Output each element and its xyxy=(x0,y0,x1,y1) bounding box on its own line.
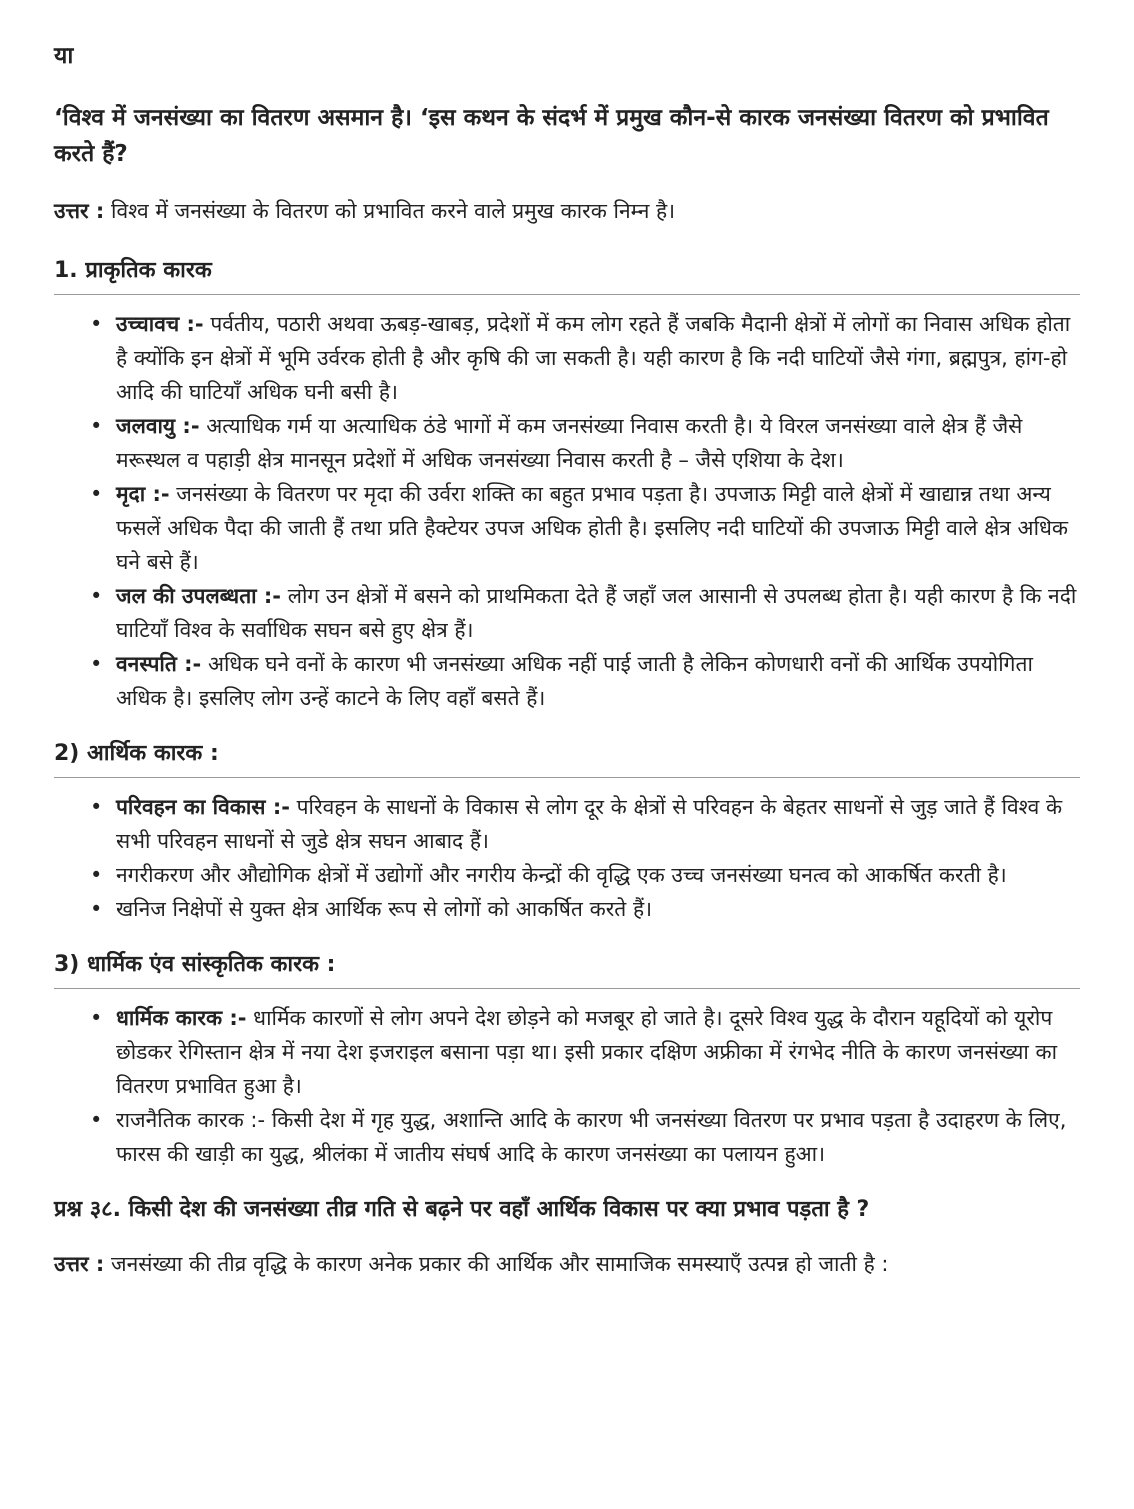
item-text: परिवहन के साधनों के विकास से लोग दूर के क्षेत्रों से परिवहन के बेहतर साधनों से जुड़ जाते हैं विश्व के सभी परिवहन साधनों से जुडे क्षेत्र सघन आबाद हैं। xyxy=(116,795,1063,853)
item-term: वनस्पति :- xyxy=(116,652,202,676)
item-term: मृदा :- xyxy=(116,482,170,506)
or-label: या xyxy=(54,43,74,69)
bullet-icon: • xyxy=(90,652,103,676)
item-text: पर्वतीय, पठारी अथवा ऊबड़-खाबड़, प्रदेशों में कम लोग रहते हैं जबकि मैदानी क्षेत्रों में लोगों का निवास अधिक होता है क्योंकि इन क्षेत्रों में भूमि उर्वरक होती है और कृषि की जा सकती है। यही कारण है कि नदी घाटियों जैसे गंगा, ब्रह्मपुत्र, हांग-हो आदि की घाटियाँ अधिक घनी बसी है। xyxy=(116,312,1071,404)
answer-text: विश्व में जनसंख्या के वितरण को प्रभावित करने वाले प्रमुख कारक निम्न है। xyxy=(104,199,676,223)
list-item xyxy=(90,307,1080,409)
item-text: अत्याधिक गर्म या अत्याधिक ठंडे भागों में कम जनसंख्या निवास करती है। ये विरल जनसंख्या वाले क्षेत्र हैं जैसे मरूस्थल व पहाड़ी क्षेत्र मानसून प्रदेशों में अधिक जनसंख्या निवास करती है – जैसे एशिया के देश। xyxy=(116,414,1023,472)
bullet-icon: • xyxy=(90,584,103,608)
list-item xyxy=(90,790,1080,858)
item-term: जल की उपलब्धता :- xyxy=(116,584,282,608)
list-item xyxy=(90,409,1080,477)
bullet-icon: • xyxy=(90,1006,103,1030)
bullet-icon: • xyxy=(90,897,103,921)
list-item xyxy=(90,647,1080,715)
answer-intro xyxy=(54,194,1080,228)
item-text: जनसंख्या के वितरण पर मृदा की उर्वरा शक्ति का बहुत प्रभाव पड़ता है। उपजाऊ मिट्टी वाले क्षेत्रों में खाद्यान्न तथा अन्य फसलें अधिक पैदा की जाती हैं तथा प्रति हैक्टेयर उपज अधिक होती है। इसलिए नदी घाटियों की उपजाऊ मिट्टी वाले क्षेत्र अधिक घने बसे हैं। xyxy=(116,482,1069,574)
item-text: नगरीकरण और औद्योगिक क्षेत्रों में उद्योगों और नगरीय केन्द्रों की वृद्धि एक उच्च जनसंख्या घनत्व को आकर्षित करती है। xyxy=(116,863,1007,887)
religious-cultural-factors-list xyxy=(54,1001,1080,1171)
question-38-heading: प्रश्न ३८. किसी देश की जनसंख्या तीव्र गति से बढ़ने पर वहाँ आर्थिक विकास पर क्या प्रभाव पड़ता है ? xyxy=(54,1197,870,1222)
bullet-icon: • xyxy=(90,795,103,819)
item-text: अधिक घने वनों के कारण भी जनसंख्या अधिक नहीं पाई जाती है लेकिन कोणधारी वनों की आर्थिक उपयोगिता अधिक है। इसलिए लोग उन्हें काटने के लिए वहाँ बसते हैं। xyxy=(116,652,1033,710)
answer-38 xyxy=(54,1247,1080,1281)
answer-38-text: जनसंख्या की तीव्र वृद्धि के कारण अनेक प्रकार की आर्थिक और सामाजिक समस्याएँ उत्पन्न हो जाती है : xyxy=(104,1252,889,1276)
economic-factors-list xyxy=(54,790,1080,926)
list-item xyxy=(90,477,1080,579)
list-item xyxy=(90,579,1080,647)
item-term: उच्चावच :- xyxy=(116,312,204,336)
section-heading-religious-cultural-factors: 3) धार्मिक एंव सांस्कृतिक कारक : xyxy=(54,948,1080,989)
list-item xyxy=(90,858,1080,892)
answer-38-label: उत्तर : xyxy=(54,1252,105,1276)
list-item xyxy=(90,892,1080,926)
bullet-icon: • xyxy=(90,1108,103,1132)
item-text: लोग उन क्षेत्रों में बसने को प्राथमिकता देते हैं जहाँ जल आसानी से उपलब्ध होता है। यही कारण है कि नदी घाटियाँ विश्व के सर्वाधिक सघन बसे हुए क्षेत्र हैं। xyxy=(116,584,1077,642)
list-item xyxy=(90,1001,1080,1103)
item-text: खनिज निक्षेपों से युक्त क्षेत्र आर्थिक रूप से लोगों को आकर्षित करते हैं। xyxy=(116,897,653,921)
item-text: राजनैतिक कारक :- किसी देश में गृह युद्ध, अशान्ति आदि के कारण भी जनसंख्या वितरण पर प्रभाव पड़ता है उदाहरण के लिए, फारस की खाड़ी का युद्ध, श्रीलंका में जातीय संघर्ष आदि के कारण जनसंख्या का पलायन हुआ। xyxy=(116,1108,1067,1166)
item-term: परिवहन का विकास :- xyxy=(116,795,290,819)
list-item xyxy=(90,1103,1080,1171)
bullet-icon: • xyxy=(90,482,103,506)
item-term: धार्मिक कारक :- xyxy=(116,1006,247,1030)
item-text: धार्मिक कारणों से लोग अपने देश छोड़ने को मजबूर हो जाते है। दूसरे विश्व युद्ध के दौरान यहूदियों को यूरोप छोडकर रेगिस्तान क्षेत्र में नया देश इजराइल बसाना पड़ा था। इसी प्रकार दक्षिण अफ्रीका में रंगभेद नीति के कारण जनसंख्या का वितरण प्रभावित हुआ है। xyxy=(116,1006,1058,1098)
answer-label: उत्तर : xyxy=(54,199,105,223)
question-heading: ‘विश्व में जनसंख्या का वितरण असमान है। ‘इस कथन के संदर्भ में प्रमुख कौन-से कारक जनसंख्या वितरण को प्रभावित करते हैं? xyxy=(54,105,1049,167)
bullet-icon: • xyxy=(90,863,103,887)
bullet-icon: • xyxy=(90,414,103,438)
item-term: जलवायु :- xyxy=(116,414,200,438)
bullet-icon: • xyxy=(90,312,103,336)
natural-factors-list xyxy=(54,307,1080,715)
section-heading-natural-factors: 1. प्राकृतिक कारक xyxy=(54,254,1080,295)
section-heading-economic-factors: 2) आर्थिक कारक : xyxy=(54,737,1080,778)
